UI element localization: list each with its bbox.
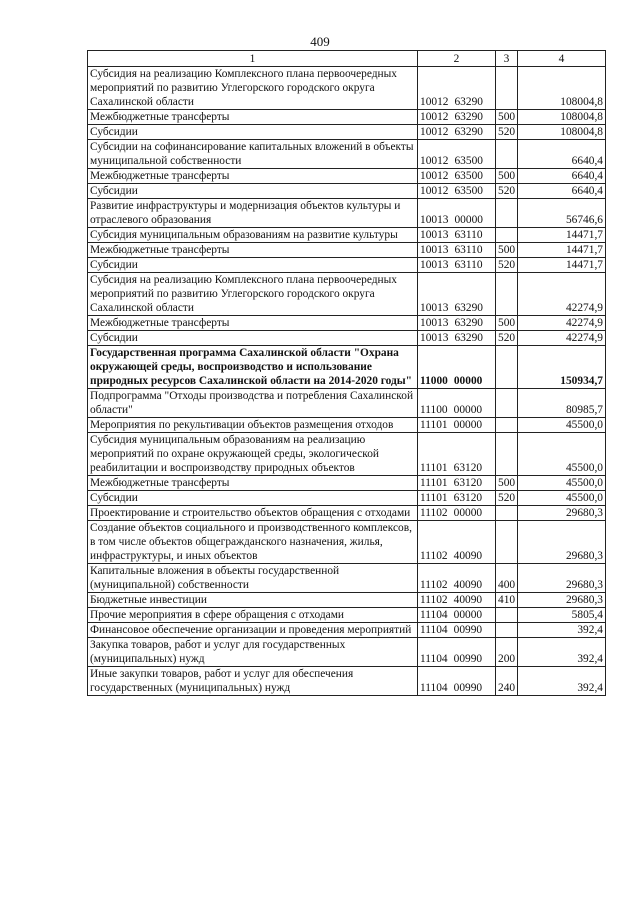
row-code [418, 67, 496, 110]
row-code-program: 10013 [420, 317, 449, 329]
row-name: Создание объектов социального и производственного комплексов, в том числе объектов общегражданского назначения, жилья, инфраструктуры, и иных объектов [88, 521, 418, 564]
row-code [418, 608, 496, 623]
row-code [418, 110, 496, 125]
row-expense-type: 520 [496, 331, 518, 346]
row-expense-type [496, 506, 518, 521]
row-code-program: 10013 [420, 229, 449, 241]
table-row [88, 110, 606, 125]
row-code-program: 10012 [420, 185, 449, 197]
row-code-direction: 63500 [454, 170, 483, 182]
row-code-direction: 63120 [453, 492, 483, 504]
row-sum: 108004,8 [518, 110, 606, 125]
row-code-program: 11104 [420, 624, 448, 636]
row-code [418, 199, 496, 228]
table-row [88, 521, 606, 564]
row-code-direction: 63290 [454, 302, 483, 314]
row-name: Межбюджетные трансферты [88, 110, 418, 125]
row-name: Бюджетные инвестиции [88, 593, 418, 608]
row-sum: 45500,0 [518, 491, 606, 506]
row-name: Иные закупки товаров, работ и услуг для обеспечения государственных (муниципальных) нужд [88, 667, 418, 696]
row-code-direction: 63290 [454, 96, 483, 108]
header-col-3: 3 [496, 51, 518, 67]
row-expense-type: 520 [496, 491, 518, 506]
row-code-program: 11101 [420, 462, 448, 474]
table-row [88, 593, 606, 608]
row-expense-type [496, 67, 518, 110]
row-code-direction: 63120 [453, 477, 483, 489]
row-code-program: 10012 [420, 111, 449, 123]
row-expense-type [496, 199, 518, 228]
table-row [88, 273, 606, 316]
row-code-program: 11102 [420, 594, 448, 606]
table-row [88, 258, 606, 273]
row-sum: 392,4 [518, 638, 606, 667]
table-row [88, 418, 606, 433]
table-row [88, 199, 606, 228]
row-code-direction: 00000 [453, 375, 483, 387]
row-code-direction: 00000 [454, 214, 483, 226]
row-sum: 6640,4 [518, 140, 606, 169]
row-code-program: 10012 [420, 96, 449, 108]
row-sum: 45500,0 [518, 418, 606, 433]
row-sum: 108004,8 [518, 67, 606, 110]
row-code [418, 184, 496, 199]
row-code-direction: 00000 [453, 404, 483, 416]
table-row [88, 389, 606, 418]
row-code-direction: 63290 [454, 126, 483, 138]
table-row [88, 140, 606, 169]
row-code-program: 11101 [420, 419, 448, 431]
row-code [418, 506, 496, 521]
row-code-direction: 63500 [454, 155, 483, 167]
row-name: Субсидия муниципальным образованиям на реализацию мероприятий по охране окружающей среды, экологической реабилитации и воспроизводству природных объектов [88, 433, 418, 476]
row-code [418, 623, 496, 638]
row-expense-type: 400 [496, 564, 518, 593]
row-code-program: 10012 [420, 126, 449, 138]
header-col-2: 2 [418, 51, 496, 67]
row-sum: 14471,7 [518, 258, 606, 273]
row-code-direction: 63290 [454, 332, 483, 344]
table-row [88, 638, 606, 667]
row-code-program: 11102 [420, 507, 448, 519]
row-code-direction: 00000 [453, 609, 483, 621]
row-code-program: 11101 [420, 492, 448, 504]
row-name: Субсидия на реализацию Комплексного плана первоочередных мероприятий по развитию Углегорского городского округа Сахалинской области [88, 67, 418, 110]
row-code-direction: 63500 [454, 185, 483, 197]
row-code-direction: 63110 [454, 244, 483, 256]
table-row [88, 491, 606, 506]
table-row [88, 564, 606, 593]
row-code [418, 564, 496, 593]
row-code-direction: 40090 [453, 579, 483, 591]
row-code-direction: 40090 [453, 594, 483, 606]
row-code [418, 521, 496, 564]
row-sum: 14471,7 [518, 243, 606, 258]
row-expense-type [496, 273, 518, 316]
row-code-program: 11000 [420, 375, 448, 387]
table-row [88, 667, 606, 696]
row-code [418, 667, 496, 696]
row-expense-type [496, 608, 518, 623]
row-sum: 6640,4 [518, 169, 606, 184]
row-sum: 80985,7 [518, 389, 606, 418]
row-name: Субсидии [88, 491, 418, 506]
row-sum: 42274,9 [518, 316, 606, 331]
row-code [418, 125, 496, 140]
row-expense-type [496, 433, 518, 476]
row-expense-type: 500 [496, 110, 518, 125]
table-body [88, 67, 606, 696]
row-name: Межбюджетные трансферты [88, 243, 418, 258]
row-code-program: 10013 [420, 332, 449, 344]
row-expense-type: 500 [496, 169, 518, 184]
row-code-program: 11102 [420, 550, 448, 562]
row-code-program: 10013 [420, 214, 449, 226]
row-expense-type: 520 [496, 125, 518, 140]
row-sum: 29680,3 [518, 521, 606, 564]
row-code-direction: 63290 [454, 111, 483, 123]
header-col-1: 1 [88, 51, 418, 67]
row-code-direction: 00990 [453, 682, 483, 694]
row-name: Развитие инфраструктуры и модернизация объектов культуры и отраслевого образования [88, 199, 418, 228]
row-expense-type: 240 [496, 667, 518, 696]
table-row [88, 67, 606, 110]
row-name: Субсидии на софинансирование капитальных вложений в объекты муниципальной собственности [88, 140, 418, 169]
row-sum: 108004,8 [518, 125, 606, 140]
page-number: 409 [310, 34, 330, 49]
row-name: Межбюджетные трансферты [88, 169, 418, 184]
row-code [418, 346, 496, 389]
budget-table [87, 50, 606, 696]
row-expense-type [496, 389, 518, 418]
row-expense-type [496, 346, 518, 389]
row-expense-type [496, 623, 518, 638]
table-row [88, 228, 606, 243]
table-row [88, 476, 606, 491]
header-col-4: 4 [518, 51, 606, 67]
row-code-program: 11102 [420, 579, 448, 591]
row-expense-type [496, 418, 518, 433]
row-code-program: 11101 [420, 477, 448, 489]
row-expense-type: 500 [496, 243, 518, 258]
row-code-program: 10012 [420, 170, 449, 182]
table-row [88, 608, 606, 623]
row-code-program: 10013 [420, 259, 449, 271]
row-code-direction: 63110 [454, 259, 483, 271]
row-name: Субсидии [88, 184, 418, 199]
row-code [418, 258, 496, 273]
row-code-direction: 63120 [453, 462, 483, 474]
row-expense-type [496, 521, 518, 564]
row-name: Субсидия муниципальным образованиям на развитие культуры [88, 228, 418, 243]
row-sum: 45500,0 [518, 433, 606, 476]
row-code-program: 11104 [420, 653, 448, 665]
table-row [88, 433, 606, 476]
row-sum: 6640,4 [518, 184, 606, 199]
table-row [88, 623, 606, 638]
row-name: Проектирование и строительство объектов обращения с отходами [88, 506, 418, 521]
row-code-program: 10013 [420, 244, 449, 256]
row-expense-type [496, 228, 518, 243]
row-code-direction: 40090 [453, 550, 483, 562]
row-sum: 392,4 [518, 623, 606, 638]
row-code-direction: 00990 [453, 624, 483, 636]
row-code [418, 273, 496, 316]
row-sum: 392,4 [518, 667, 606, 696]
row-expense-type: 520 [496, 184, 518, 199]
row-name: Закупка товаров, работ и услуг для государственных (муниципальных) нужд [88, 638, 418, 667]
row-name: Субсидия на реализацию Комплексного плана первоочередных мероприятий по развитию Углегорского городского округа Сахалинской области [88, 273, 418, 316]
row-sum: 56746,6 [518, 199, 606, 228]
row-name: Субсидии [88, 331, 418, 346]
header-row [88, 51, 606, 67]
row-code [418, 418, 496, 433]
row-sum: 14471,7 [518, 228, 606, 243]
row-sum: 29680,3 [518, 564, 606, 593]
row-code [418, 140, 496, 169]
row-code-program: 10013 [420, 302, 449, 314]
row-code [418, 476, 496, 491]
row-code [418, 491, 496, 506]
row-name: Прочие мероприятия в сфере обращения с отходами [88, 608, 418, 623]
row-expense-type: 520 [496, 258, 518, 273]
table-row [88, 346, 606, 389]
row-sum: 29680,3 [518, 593, 606, 608]
row-expense-type: 200 [496, 638, 518, 667]
row-code [418, 331, 496, 346]
row-name: Подпрограмма "Отходы производства и потребления Сахалинской области" [88, 389, 418, 418]
row-code-program: 11100 [420, 404, 448, 416]
row-sum: 29680,3 [518, 506, 606, 521]
row-sum: 5805,4 [518, 608, 606, 623]
row-sum: 45500,0 [518, 476, 606, 491]
row-expense-type [496, 140, 518, 169]
row-code-direction: 63110 [454, 229, 483, 241]
row-expense-type: 500 [496, 476, 518, 491]
row-code-program: 11104 [420, 682, 448, 694]
row-name: Субсидии [88, 258, 418, 273]
row-code [418, 228, 496, 243]
row-code-direction: 63290 [454, 317, 483, 329]
row-sum: 150934,7 [518, 346, 606, 389]
row-code [418, 593, 496, 608]
table-row [88, 331, 606, 346]
row-code-direction: 00000 [453, 419, 483, 431]
row-code [418, 389, 496, 418]
row-code-direction: 00990 [453, 653, 483, 665]
row-expense-type: 410 [496, 593, 518, 608]
row-name: Субсидии [88, 125, 418, 140]
table-row [88, 184, 606, 199]
row-sum: 42274,9 [518, 273, 606, 316]
row-code-program: 11104 [420, 609, 448, 621]
row-code [418, 316, 496, 331]
row-code [418, 638, 496, 667]
row-name: Государственная программа Сахалинской области "Охрана окружающей среды, воспроизводство и использование природных ресурсов Сахалинской области на 2014-2020 годы" [88, 346, 418, 389]
row-name: Межбюджетные трансферты [88, 316, 418, 331]
row-name: Финансовое обеспечение организации и проведения мероприятий [88, 623, 418, 638]
row-name: Межбюджетные трансферты [88, 476, 418, 491]
row-name: Мероприятия по рекультивации объектов размещения отходов [88, 418, 418, 433]
table-row [88, 169, 606, 184]
row-expense-type: 500 [496, 316, 518, 331]
row-name: Капитальные вложения в объекты государственной (муниципальной) собственности [88, 564, 418, 593]
row-code [418, 243, 496, 258]
row-code [418, 169, 496, 184]
table-row [88, 125, 606, 140]
row-code-program: 10012 [420, 155, 449, 167]
table-row [88, 506, 606, 521]
table-row [88, 316, 606, 331]
row-code [418, 433, 496, 476]
row-code-direction: 00000 [453, 507, 483, 519]
row-sum: 42274,9 [518, 331, 606, 346]
table-row [88, 243, 606, 258]
